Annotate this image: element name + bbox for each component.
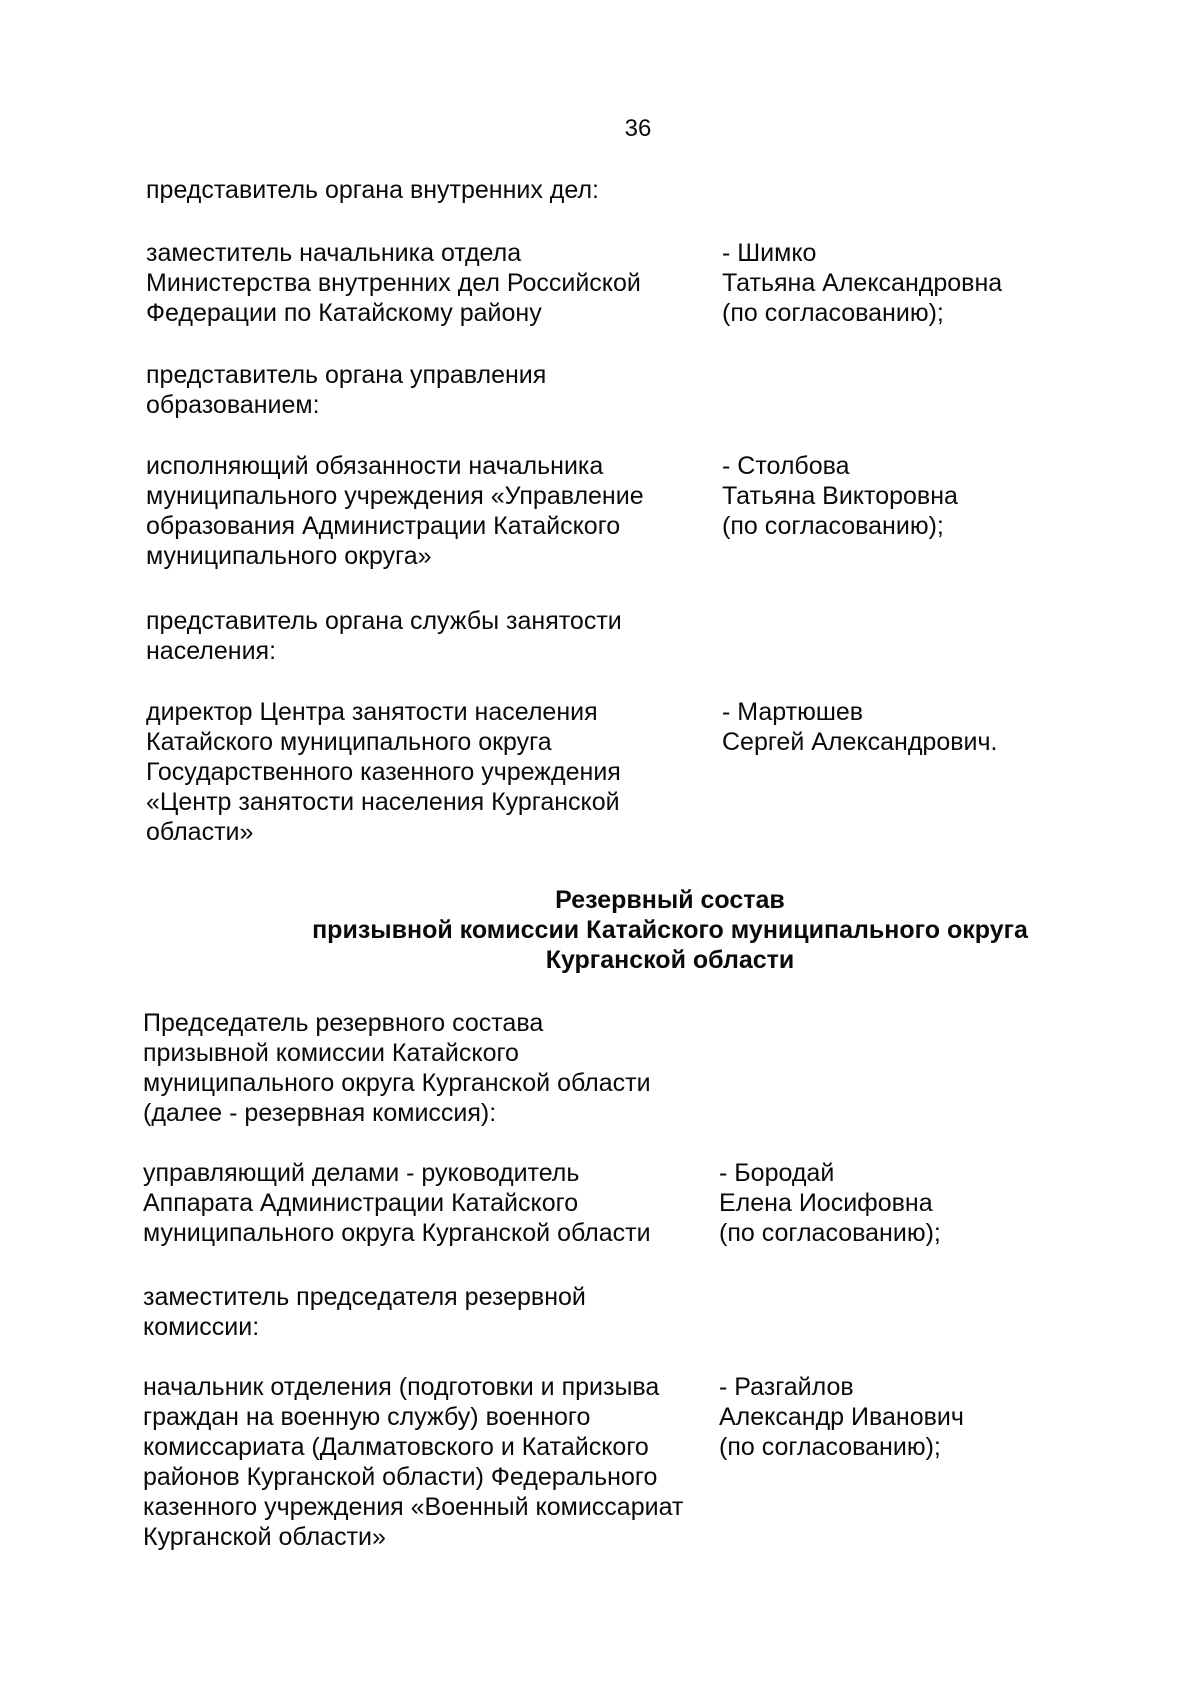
- person-stolbova: - Столбова Татьяна Викторовна (по согласованию);: [722, 452, 958, 540]
- reserve-heading: Резервный состав призывной комиссии Катайского муниципального округа Курганской области: [312, 886, 1028, 974]
- person-shimko: - Шимко Татьяна Александровна (по согласованию);: [722, 239, 1003, 327]
- section-label-employment: представитель органа службы занятости населения:: [146, 607, 622, 665]
- section-label-internal-affairs: представитель органа внутренних дел:: [146, 176, 600, 204]
- page-number: 36: [624, 115, 652, 142]
- person-boroday: - Бородай Елена Иосифовна (по согласованию);: [719, 1159, 941, 1247]
- position-apparatus-head: управляющий делами - руководитель Аппарата Администрации Катайского муниципального округа Курганской области: [143, 1159, 651, 1247]
- position-employment-director: директор Центра занятости населения Катайского муниципального округа Государственного казенного учреждения «Центр занятости населения Курганской области»: [146, 698, 621, 846]
- section-label-education: представитель органа управления образованием:: [146, 361, 547, 419]
- position-education-head: исполняющий обязанности начальника муниципального учреждения «Управление образования Администрации Катайского муниципального округа»: [146, 452, 644, 570]
- person-martyushev: - Мартюшев Сергей Александрович.: [722, 698, 998, 756]
- position-mvd-deputy: заместитель начальника отдела Министерства внутренних дел Российской Федерации по Катайскому району: [146, 239, 641, 327]
- position-military-commissariat: начальник отделения (подготовки и призыва граждан на военную службу) военного комиссариата (Далматовского и Катайского районов Курганской области) Федерального казенного учреждения «Военный комиссариат Курганской области»: [143, 1373, 684, 1551]
- reserve-chair-label: Председатель резервного состава призывной комиссии Катайского муниципального округа Курганской области (далее - резервная комиссия):: [143, 1009, 651, 1127]
- reserve-deputy-label: заместитель председателя резервной комиссии:: [143, 1283, 586, 1341]
- person-razgaylov: - Разгайлов Александр Иванович (по согласованию);: [719, 1373, 964, 1461]
